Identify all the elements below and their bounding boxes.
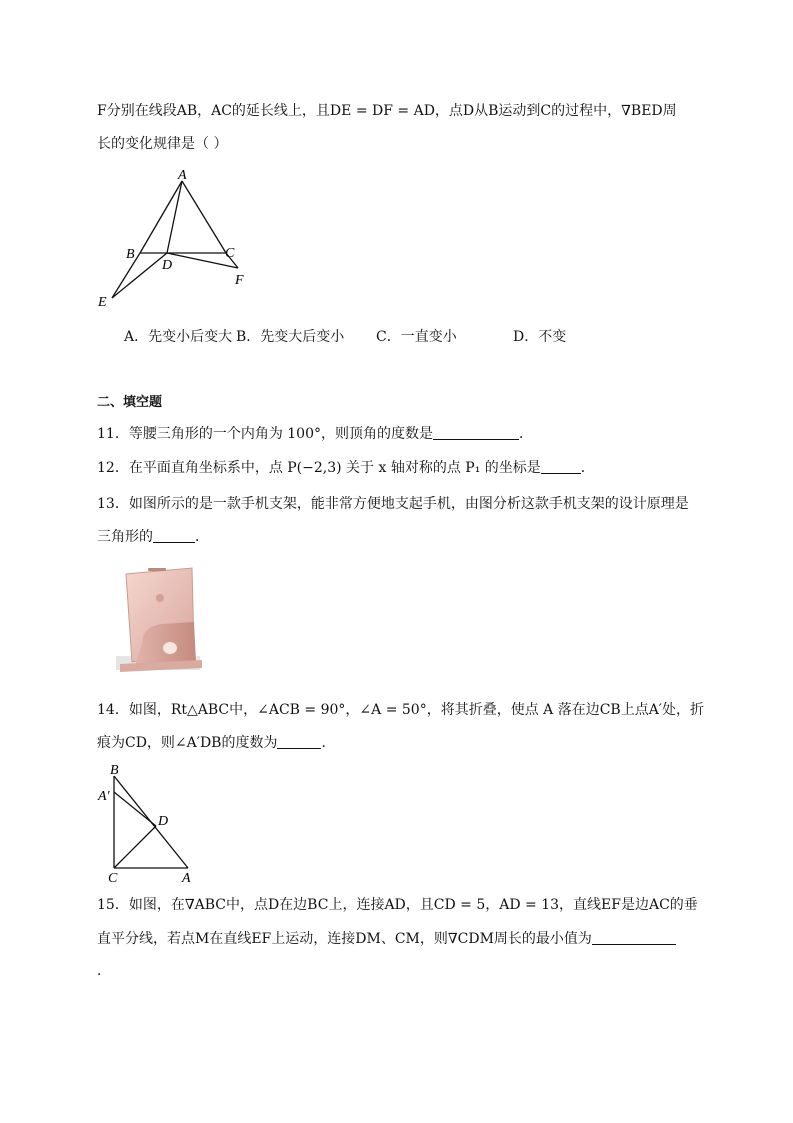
q13-line2 [97,527,209,547]
q11-question [97,424,533,444]
label-F: F [235,273,244,288]
phone-stand-image [112,564,207,676]
q12-answer-blank[interactable] [541,459,581,474]
q11-text: 11．等腰三角形的一个内角为 100°，则顶角的度数是 [97,426,433,442]
q14-answer-blank[interactable] [277,734,321,749]
q15-text-line3: ． [97,963,111,979]
q13-text-line1: 13．如图所示的是一款手机支架，能非常方便地支起手机，由图分析这款手机支架的设计原理是 [97,496,689,512]
label-C: C [108,871,118,886]
label-A: A [182,871,191,886]
q10-option-d[interactable]: D．不变 [513,329,567,345]
q10-option-c[interactable]: C．一直变小 [376,329,457,345]
q10-triangle-figure [92,165,257,310]
q15-text-line2: 直平分线，若点M在直线EF上运动，连接DM、CM，则∇CDM周长的最小值为 [97,931,592,947]
label-D: D [158,814,169,829]
label-A-prime: A′ [98,789,110,804]
q15-text-line1: 15．如图，在∇ABC中，点D在边BC上，连接AD，且CD = 5，AD = 13，直线EF是边AC的垂 [97,897,698,913]
label-B: B [110,763,119,778]
q15-line2 [97,929,676,949]
q13-text-line2: 三角形的 [97,529,153,545]
label-B: B [126,247,135,262]
q13-end: ． [195,529,209,545]
q13-answer-blank[interactable] [153,528,195,543]
label-A: A [178,168,187,183]
q12-question [97,458,595,478]
q10-text-line1: F分别在线段AB，AC的延长线上，且DE = DF = AD，点D从B运动到C的过程中，∇BED周 [97,103,677,119]
label-D: D [162,258,173,273]
q11-end: ． [519,426,533,442]
label-E: E [98,295,107,310]
q10-option-a[interactable]: A．先变小后变大 [124,329,233,345]
q14-text-line1: 14．如图，Rt△ABC中，∠ACB = 90°，∠A = 50°，将其折叠，使点 A 落在边CB上点A′处，折 [97,702,704,718]
q12-text: 12．在平面直角坐标系中，点 P(−2,3) 关于 x 轴对称的点 P₁ 的坐标是 [97,460,541,476]
label-C: C [225,246,235,261]
q14-text-line2: 痕为CD，则∠A′DB的度数为 [97,735,278,751]
q10-text-line2: 长的变化规律是（ ） [97,136,228,152]
q12-end: ． [580,460,595,476]
section-title: 二、填空题 [97,395,163,410]
q14-line2 [97,733,335,753]
q14-end: ． [321,735,336,751]
q14-triangle-figure [96,762,206,886]
q11-answer-blank[interactable] [433,425,519,440]
q15-answer-blank[interactable] [592,930,676,945]
q10-option-b[interactable]: B．先变大后变小 [236,329,345,345]
